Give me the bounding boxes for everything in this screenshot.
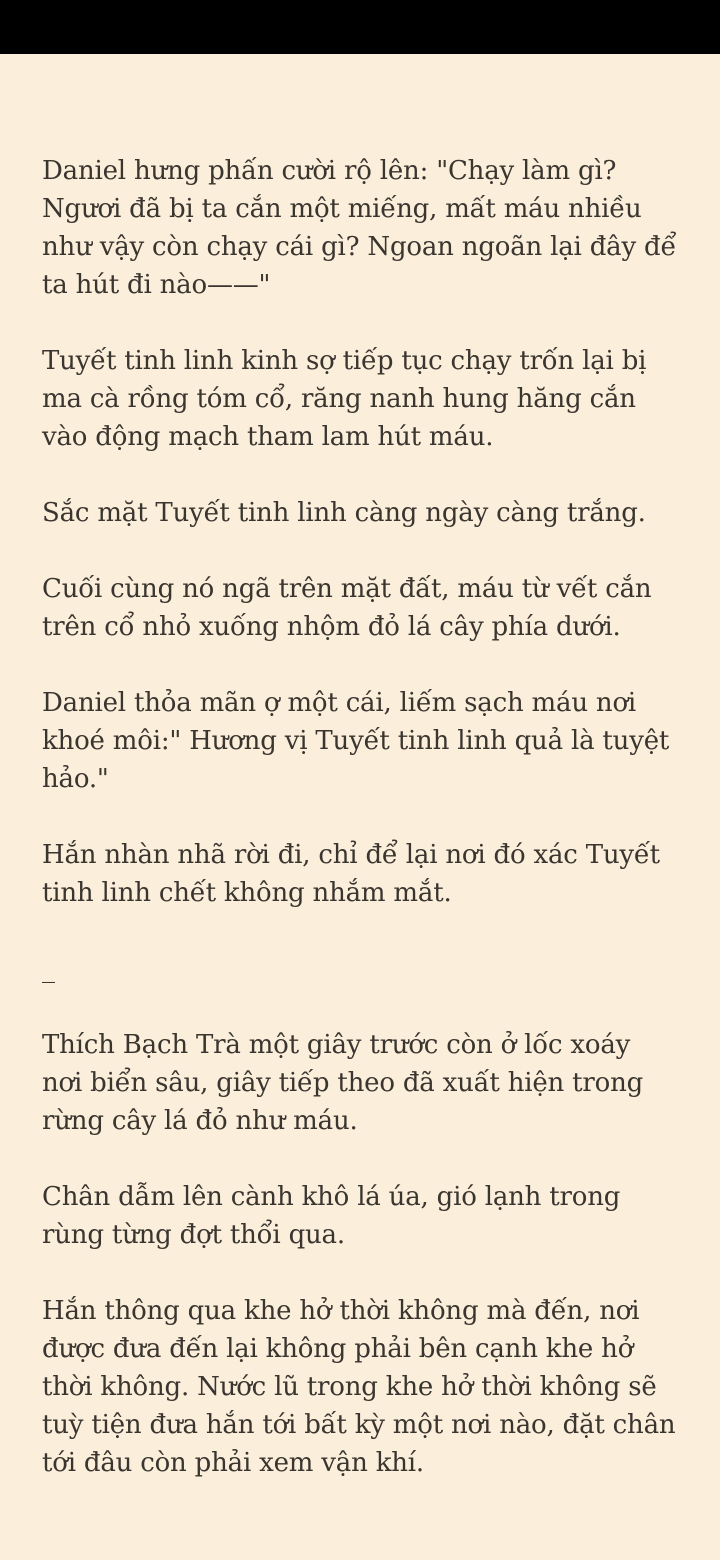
status-bar	[0, 0, 720, 54]
paragraph: Hắn thông qua khe hở thời không mà đến, nơi được đưa đến lại không phải bên cạnh khe hở thời không. Nước lũ trong khe hở thời không sẽ tuỳ tiện đưa hắn tới bất kỳ một nơi nào, đặt chân tới đâu còn phải xem vận khí.	[42, 1296, 676, 1478]
paragraph: Tuyết tinh linh kinh sợ tiếp tục chạy trốn lại bị ma cà rồng tóm cổ, răng nanh hung hăng cắn vào động mạch tham lam hút máu.	[42, 346, 647, 452]
chapter-text	[42, 152, 678, 1520]
paragraph: Daniel hưng phấn cười rộ lên: "Chạy làm gì? Ngươi đã bị ta cắn một miếng, mất máu nhiều như vậy còn chạy cái gì? Ngoan ngoãn lại đây để ta hút đi nào——"	[42, 156, 677, 300]
paragraph: Chân dẫm lên cành khô lá úa, gió lạnh trong rùng từng đợt thổi qua.	[42, 1182, 621, 1250]
scene-separator: _	[42, 954, 55, 984]
paragraph: Sắc mặt Tuyết tinh linh càng ngày càng trắng.	[42, 498, 646, 528]
reader-page[interactable]	[0, 54, 720, 1560]
paragraph: Cuối cùng nó ngã trên mặt đất, máu từ vết cắn trên cổ nhỏ xuống nhộm đỏ lá cây phía dưới.	[42, 574, 652, 642]
paragraph: Hắn nhàn nhã rời đi, chỉ để lại nơi đó xác Tuyết tinh linh chết không nhắm mắt.	[42, 840, 660, 908]
paragraph: Thích Bạch Trà một giây trước còn ở lốc xoáy nơi biển sâu, giây tiếp theo đã xuất hiện trong rừng cây lá đỏ như máu.	[42, 1030, 644, 1136]
paragraph: Daniel thỏa mãn ợ một cái, liếm sạch máu nơi khoé môi:" Hương vị Tuyết tinh linh quả là tuyệt hảo."	[42, 688, 670, 794]
